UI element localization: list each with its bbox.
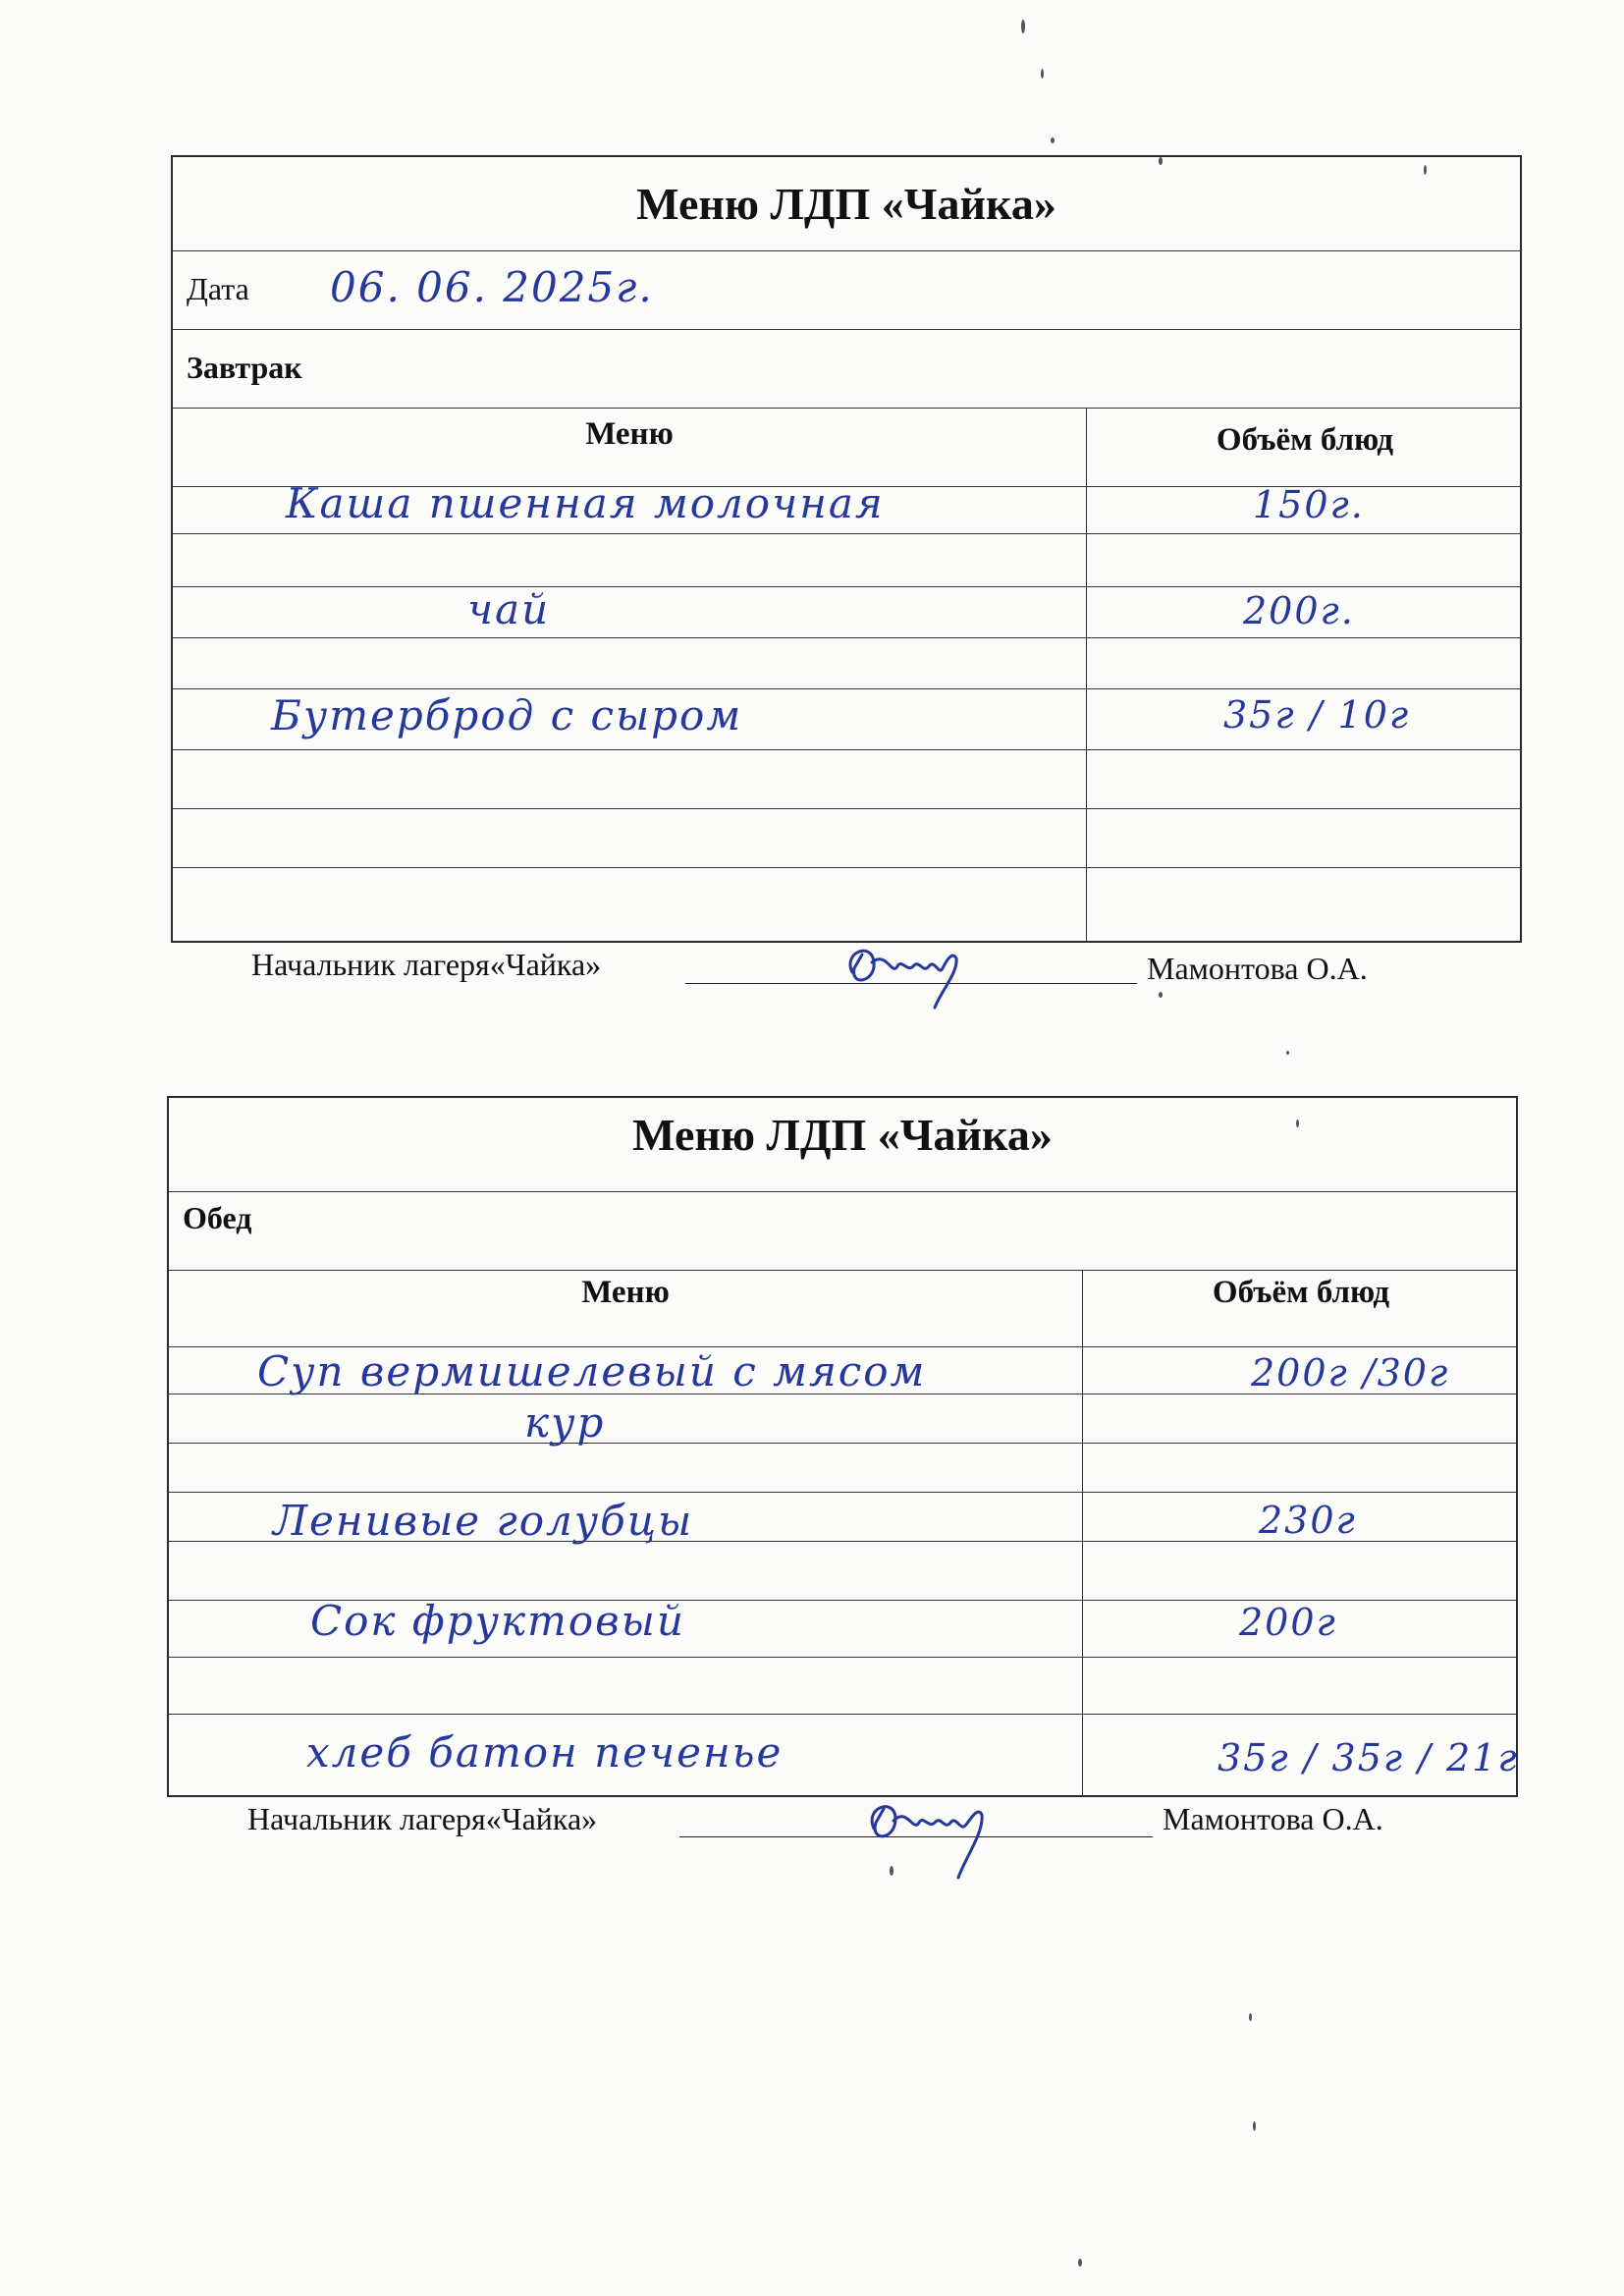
table-row (169, 1394, 1516, 1447)
scan-artifact (1159, 992, 1163, 998)
scan-artifact (1249, 2013, 1252, 2021)
dish-cell: кур (524, 1398, 606, 1447)
scan-artifact (1286, 1051, 1289, 1055)
volume-cell: 200г /30г (1251, 1351, 1450, 1394)
meal-row (173, 330, 1520, 409)
date-row (173, 251, 1520, 330)
scan-artifact (1041, 69, 1044, 79)
table-row (169, 1493, 1516, 1545)
column-header-menu: Меню (585, 416, 674, 452)
breakfast-menu-table (171, 155, 1522, 943)
dish-cell: Каша пшенная молочная (286, 479, 885, 527)
menu-title: Меню ЛДП «Чайка» (636, 179, 1056, 229)
footer-signatory-name: Мамонтова О.А. (1147, 951, 1368, 986)
table-row (173, 638, 1520, 689)
header-row (173, 409, 1520, 487)
date-value: 06. 06. 2025г. (330, 263, 654, 311)
signature-mark (833, 933, 970, 1013)
dish-cell: Суп вермишелевый с мясом (257, 1347, 927, 1395)
dish-cell: чай (467, 585, 551, 633)
table-row (173, 587, 1520, 638)
column-header-menu: Меню (581, 1275, 670, 1310)
dish-cell: хлеб батон печенье (306, 1728, 784, 1777)
menu-title: Меню ЛДП «Чайка» (632, 1110, 1053, 1160)
dish-cell: Сок фруктовый (310, 1597, 685, 1645)
volume-cell: 200г. (1243, 589, 1355, 632)
dish-cell: Ленивые голубцы (273, 1497, 694, 1545)
table-row (173, 689, 1520, 750)
table-row (169, 1658, 1516, 1715)
scan-artifact (1021, 20, 1025, 33)
title-row (173, 157, 1520, 251)
header-row (169, 1271, 1516, 1347)
meal-label: Обед (183, 1200, 252, 1235)
footer-signatory-name: Мамонтова О.А. (1163, 1801, 1383, 1836)
volume-cell: 35г / 35г / 21г (1218, 1736, 1519, 1779)
table-row (173, 534, 1520, 587)
date-label: Дата (187, 271, 249, 306)
scan-artifact (1296, 1120, 1299, 1127)
table-row (169, 1444, 1516, 1493)
table-row (169, 1715, 1519, 1799)
scan-artifact (1159, 157, 1163, 165)
signature-mark (856, 1787, 1003, 1886)
scan-artifact (1051, 137, 1055, 143)
table-row (173, 750, 1520, 809)
table-row (169, 1542, 1516, 1601)
footer-position-label: Начальник лагеря«Чайка» (247, 1801, 598, 1836)
volume-cell: 150г. (1253, 483, 1365, 526)
table-row (169, 1347, 1516, 1394)
meal-row (169, 1192, 1516, 1271)
scan-artifact (890, 1866, 893, 1876)
scan-artifact (1253, 2121, 1256, 2131)
volume-cell: 35г / 10г (1223, 693, 1411, 737)
scan-artifact (1078, 2259, 1082, 2267)
scan-artifact (1424, 165, 1427, 175)
footer-position-label: Начальник лагеря«Чайка» (251, 947, 602, 982)
table-row (173, 479, 1520, 534)
table-row (173, 809, 1520, 868)
dish-cell: Бутерброд с сыром (271, 691, 743, 739)
meal-label: Завтрак (187, 350, 302, 385)
volume-cell: 200г (1239, 1601, 1337, 1644)
table-row (169, 1597, 1516, 1658)
column-header-volume: Объём блюд (1216, 422, 1394, 458)
title-row (169, 1098, 1516, 1192)
column-header-volume: Объём блюд (1212, 1275, 1390, 1310)
lunch-menu-table (167, 1096, 1518, 1797)
volume-cell: 230г (1259, 1499, 1357, 1542)
